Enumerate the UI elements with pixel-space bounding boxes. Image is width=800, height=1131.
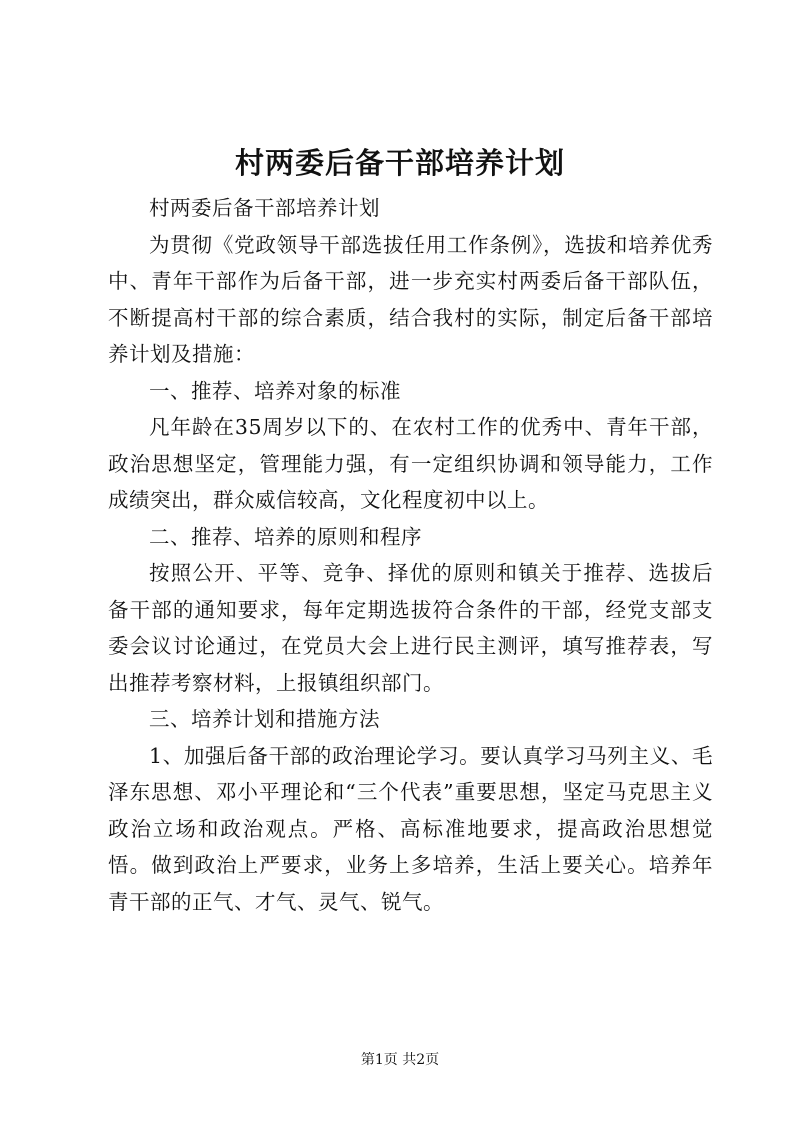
page-number-footer: 第1页 共2页 [360, 1052, 440, 1068]
paragraph-procedure: 按照公开、平等、竞争、择优的原则和镇关于推荐、选拔后备干部的通知要求，每年定期选拔符合条件的干部，经党支部支委会议讨论通过，在党员大会上进行民主测评，填写推荐表，写出推荐考察材料，上报镇组织部门。 [108, 561, 713, 695]
section-heading-2: 二、推荐、培养的原则和程序 [149, 524, 422, 549]
section-heading-1: 一、推荐、培养对象的标准 [149, 378, 401, 403]
document-body [108, 190, 713, 920]
paragraph-criteria: 凡年龄在35周岁以下的、在农村工作的优秀中、青年干部，政治思想坚定，管理能力强，有一定组织协调和领导能力，工作成绩突出，群众威信较高，文化程度初中以上。 [108, 415, 713, 512]
paragraph-intro: 为贯彻《党政领导干部选拔任用工作条例》，选拔和培养优秀中、青年干部作为后备干部，进一步充实村两委后备干部队伍，不断提高村干部的综合素质，结合我村的实际，制定后备干部培养计划及措施： [108, 232, 713, 366]
document-title: 村两委后备干部培养计划 [234, 146, 565, 180]
paragraph-subtitle: 村两委后备干部培养计划 [149, 196, 380, 220]
paragraph-measures-1: 1、加强后备干部的政治理论学习。要认真学习马列主义、毛泽东思想、邓小平理论和“三个代表”重要思想，坚定马克思主义政治立场和政治观点。严格、高标准地要求，提高政治思想觉悟。做到政治上严要求，业务上多培养，生活上要关心。培养年青干部的正气、才气、灵气、锐气。 [108, 743, 713, 914]
section-heading-3: 三、培养计划和措施方法 [149, 707, 380, 731]
